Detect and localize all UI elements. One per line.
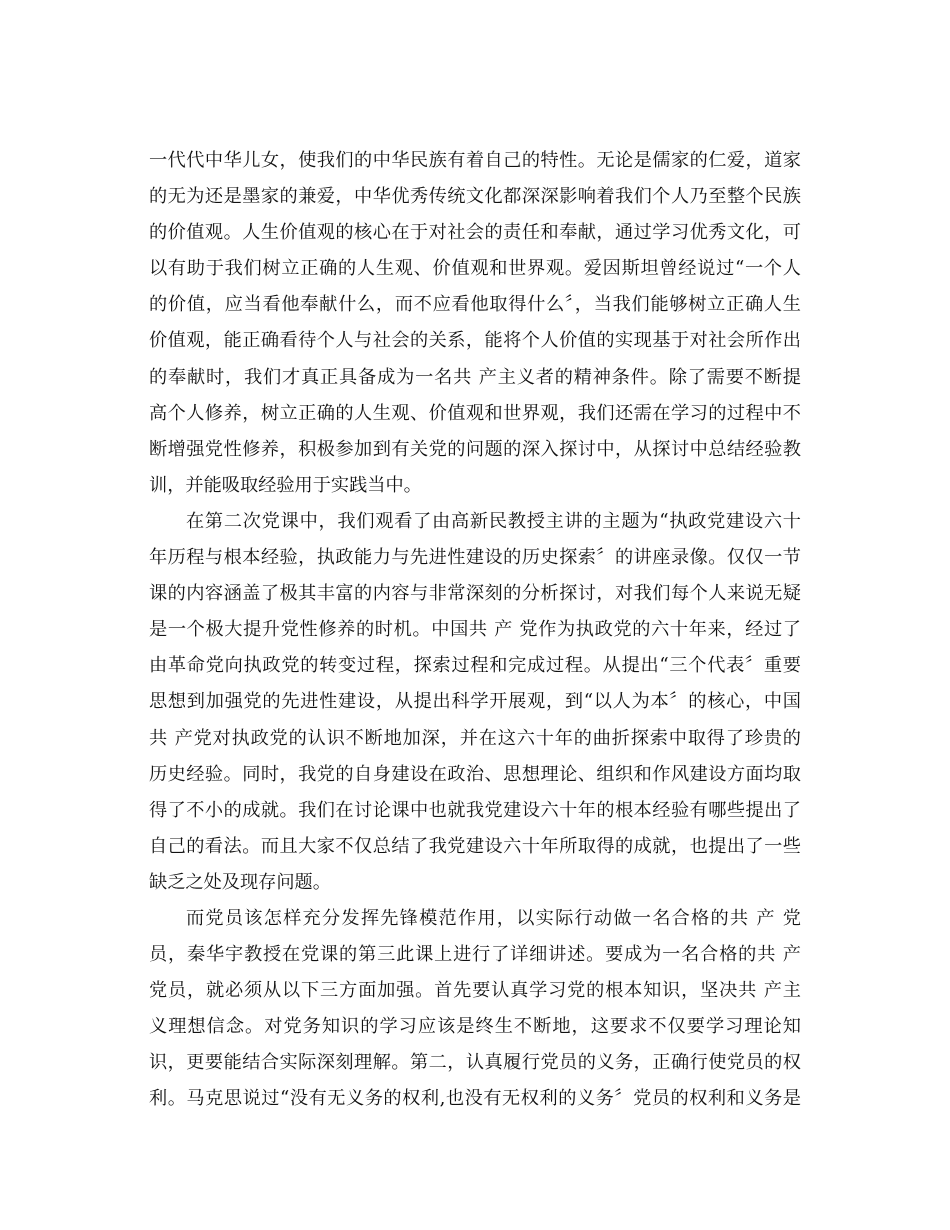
text-line: 一代代中华儿女，使我们的中华民族有着自己的特性。无论是儒家的仁爱，道家 [149, 150, 801, 171]
text-line: 得了不小的成就。我们在讨论课中也就我党建设六十年的根本经验有哪些提出了 [149, 799, 801, 821]
text-line: 的价值，应当看他奉献什么，而不应看他取得什么〞，当我们能够树立正确人生 [149, 294, 801, 316]
text-line: 自己的看法。而且大家不仅总结了我党建设六十年所取得的成就，也提出了一些 [149, 835, 801, 857]
text-line: 思想到加强党的先进性建设，从提出科学开展观，到“以人为本〞的核心，中国 [149, 691, 801, 713]
text-line: 历史经验。同时，我党的自身建设在政治、思想理论、组织和作风建设方面均取 [149, 763, 801, 785]
text-line: 缺乏之处及现存问题。 [149, 871, 331, 893]
text-line: 利。马克思说过“没有无义务的权利,也没有无权利的义务〞党员的权利和义务是 [149, 1088, 801, 1110]
text-line: 以有助于我们树立正确的人生观、价值观和世界观。爱因斯坦曾经说过“一个人 [149, 258, 801, 280]
text-line: 高个人修养，树立正确的人生观、价值观和世界观，我们还需在学习的过程中不 [149, 402, 801, 424]
text-line: 的奉献时，我们才真正具备成为一名共 产主义者的精神条件。除了需要不断提 [149, 366, 801, 388]
text-line: 识，更要能结合实际深刻理解。第二，认真履行党员的义务，正确行使党员的权 [149, 1052, 801, 1074]
body-text [149, 143, 801, 1118]
text-line: 共 产党对执政党的认识不断地加深，并在这六十年的曲折探索中取得了珍贵的 [149, 727, 801, 749]
text-line: 义理想信念。对党务知识的学习应该是终生不断地，这要求不仅要学习理论知 [149, 1016, 801, 1038]
text-line: 党员，就必须从以下三方面加强。首先要认真学习党的根本知识，坚决共 产主 [149, 980, 801, 1002]
text-line: 价值观，能正确看待个人与社会的关系，能将个人价值的实现基于对社会所作出 [149, 330, 801, 352]
text-line: 断增强党性修养，积极参加到有关党的问题的深入探讨中，从探讨中总结经验教 [149, 438, 801, 460]
text-line: 训，并能吸取经验用于实践当中。 [149, 474, 422, 496]
text-line: 而党员该怎样充分发挥先锋模范作用，以实际行动做一名合格的共 产 党 [186, 907, 801, 929]
text-line: 员，秦华宇教授在党课的第三此课上进行了详细讲述。要成为一名合格的共 产 [149, 944, 801, 966]
text-line: 由革命党向执政党的转变过程，探索过程和完成过程。从提出“三个代表〞重要 [149, 655, 801, 677]
text-line: 的无为还是墨家的兼爱，中华优秀传统文化都深深影响着我们个人乃至整个民族 [149, 186, 801, 208]
text-line: 年历程与根本经验，执政能力与先进性建设的历史探索〞的讲座录像。仅仅一节 [149, 547, 801, 569]
text-line: 在第二次党课中，我们观看了由高新民教授主讲的主题为“执政党建设六十 [186, 510, 801, 532]
text-line: 的价值观。人生价值观的核心在于对社会的责任和奉献，通过学习优秀文化，可 [149, 222, 801, 244]
text-line: 是一个极大提升党性修养的时机。中国共 产 党作为执政党的六十年来，经过了 [149, 619, 801, 641]
text-line: 课的内容涵盖了极其丰富的内容与非常深刻的分析探讨，对我们每个人来说无疑 [149, 583, 801, 605]
